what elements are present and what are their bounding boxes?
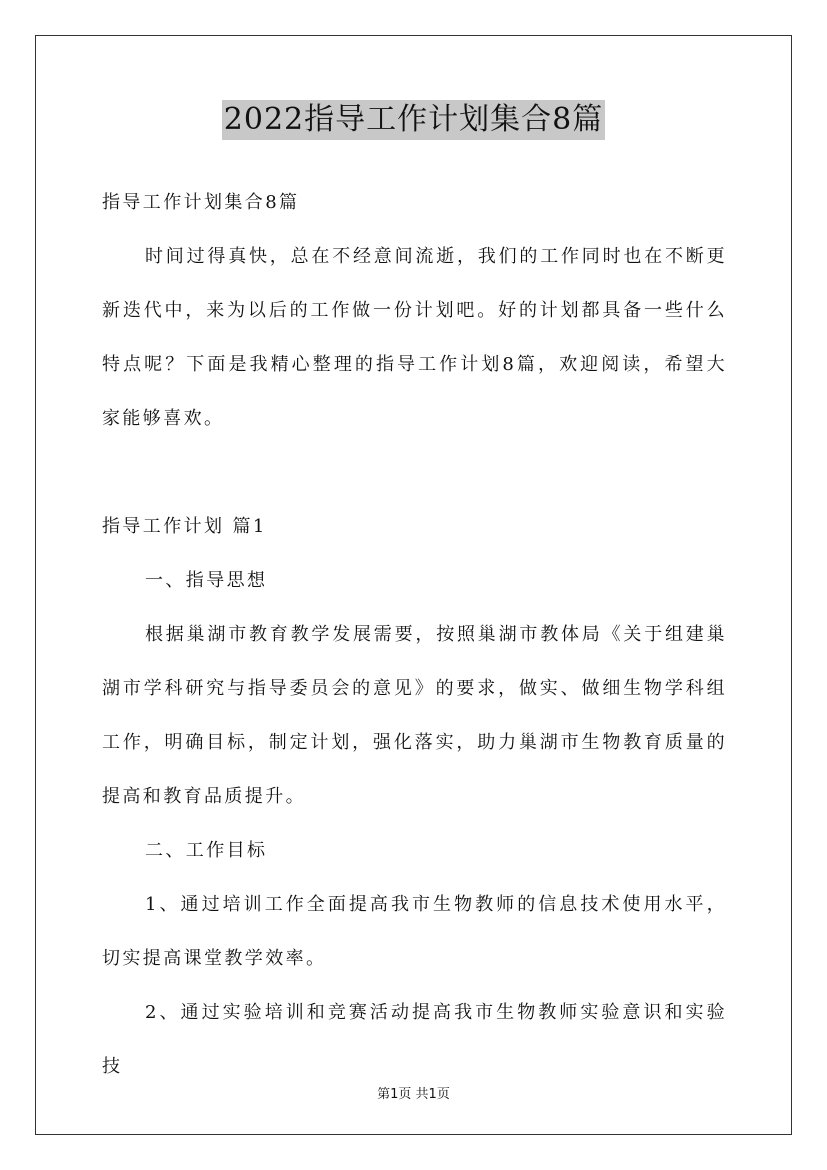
spacer [102, 446, 727, 500]
title-container [0, 100, 827, 140]
document-body [102, 176, 727, 1094]
subheading-guiding-ideology: 一、指导思想 [145, 570, 268, 591]
work-goal-item-2: 2、通过实验培训和竞赛活动提高我市生物教师实验意识和实验技 [102, 1002, 727, 1077]
document-title: 2022指导工作计划集合8篇 [222, 100, 605, 140]
intro-paragraph: 时间过得真快，总在不经意间流逝，我们的工作同时也在不断更新迭代中，来为以后的工作做一份计划吧。好的计划都具备一些什么特点呢？下面是我精心整理的指导工作计划8篇，欢迎阅读，希望大家能够喜欢。 [102, 246, 727, 429]
page-footer: 第1页 共1页 [377, 1087, 450, 1102]
section-heading: 指导工作计划 篇1 [102, 516, 267, 537]
guiding-ideology-paragraph: 根据巢湖市教育教学发展需要，按照巢湖市教体局《关于组建巢湖市学科研究与指导委员会的意见》的要求，做实、做细生物学科组工作，明确目标，制定计划，强化落实，助力巢湖市生物教育质量的提高和教育品质提升。 [102, 624, 727, 807]
document-subtitle: 指导工作计划集合8篇 [102, 192, 300, 213]
subheading-work-goals: 二、工作目标 [145, 840, 268, 861]
work-goal-item-1: 1、通过培训工作全面提高我市生物教师的信息技术使用水平，切实提高课堂教学效率。 [102, 894, 727, 969]
